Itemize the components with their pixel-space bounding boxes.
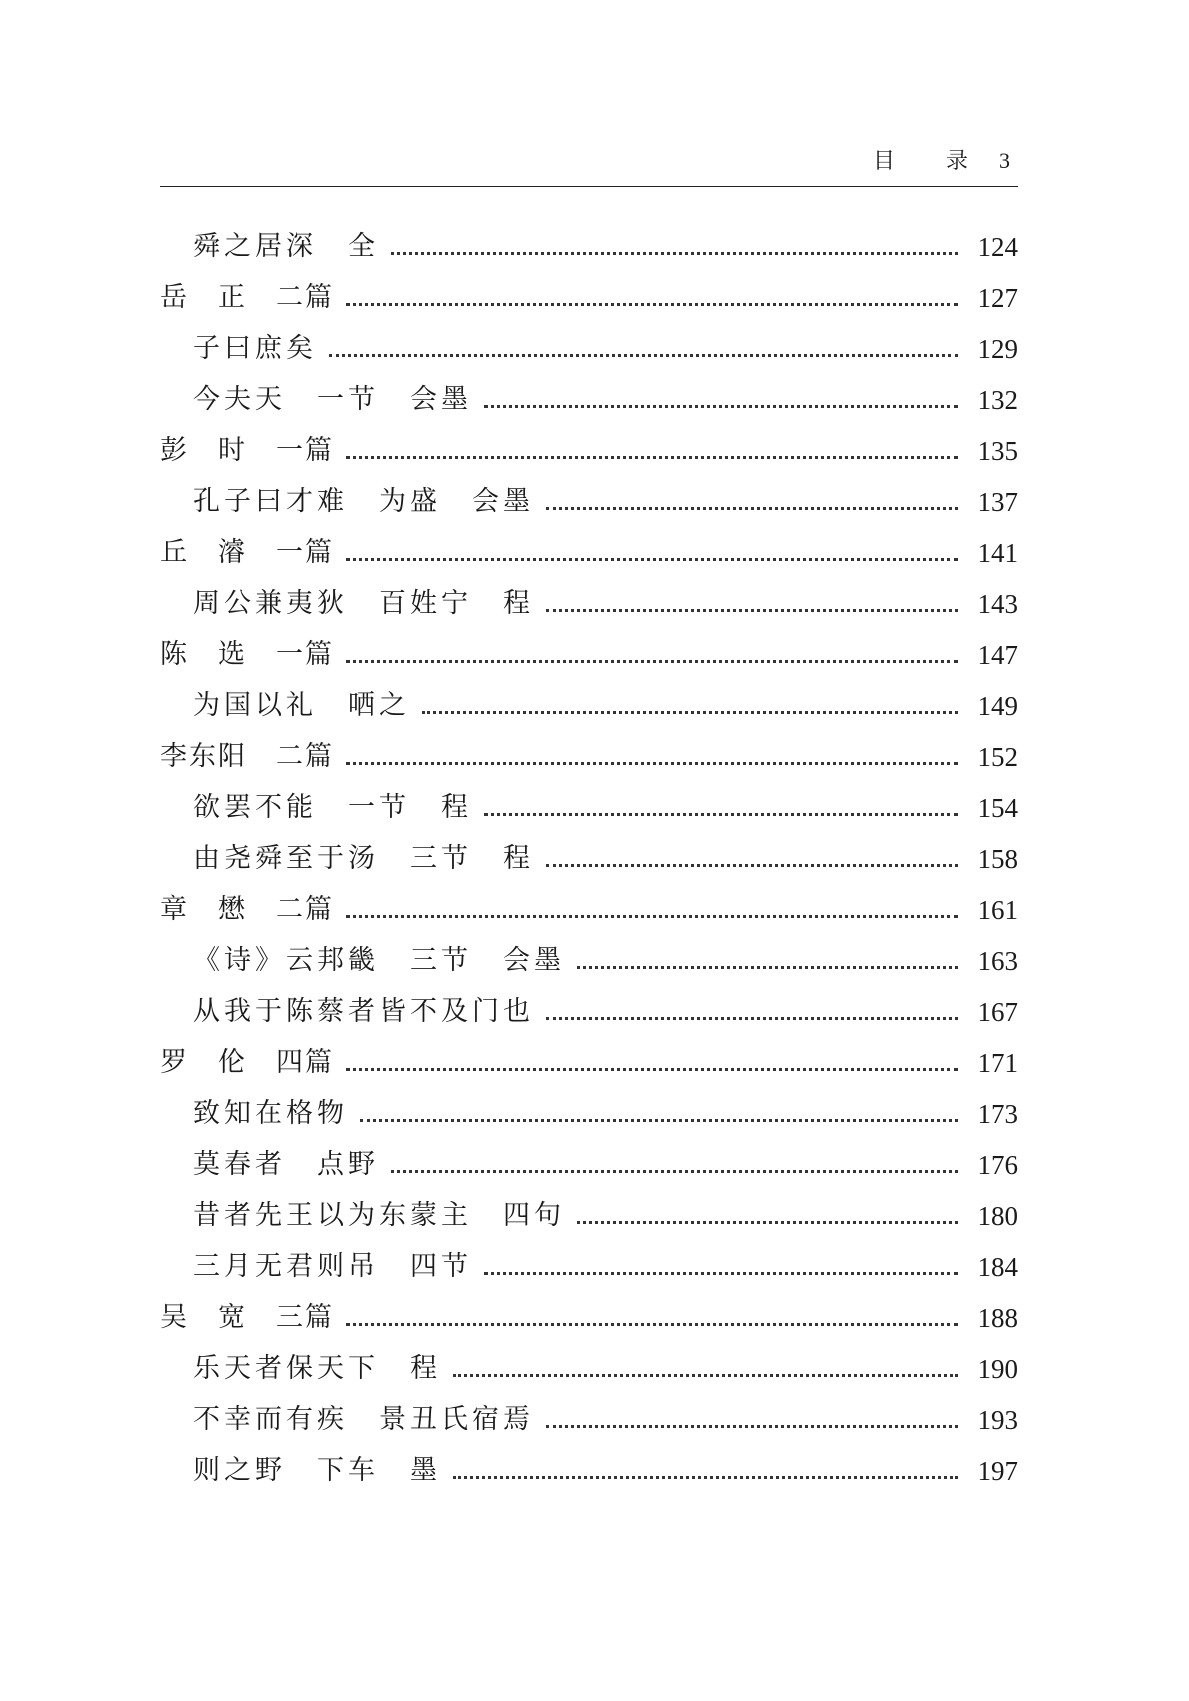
toc-entry-piece[interactable] — [160, 569, 1018, 620]
dot-leader — [346, 762, 958, 765]
toc-entry-author[interactable] — [160, 620, 1018, 671]
toc-entry-author[interactable] — [160, 1283, 1018, 1334]
dot-leader — [346, 1323, 958, 1326]
toc-entry-author[interactable] — [160, 875, 1018, 926]
toc-entry-label: 陈 选 一篇 — [160, 639, 334, 670]
toc-entry-piece[interactable] — [160, 773, 1018, 824]
dot-leader — [546, 609, 958, 612]
dot-leader — [546, 507, 958, 510]
toc-entry-piece[interactable] — [160, 1436, 1018, 1487]
toc-entry-label: 罗 伦 四篇 — [160, 1047, 334, 1078]
toc-entry-page: 127 — [977, 283, 1018, 313]
toc-entry-piece[interactable] — [160, 671, 1018, 722]
toc-entry-label: 彭 时 一篇 — [160, 435, 334, 466]
toc-entry-piece[interactable] — [160, 1130, 1018, 1181]
dot-leader — [391, 1170, 958, 1173]
toc-entry-piece[interactable] — [160, 824, 1018, 875]
toc-entry-page: 193 — [977, 1405, 1018, 1435]
toc-entry-page: 137 — [977, 487, 1018, 517]
toc-entry-author[interactable] — [160, 416, 1018, 467]
toc-entry-page: 149 — [977, 691, 1018, 721]
toc-entry-label: 岳 正 二篇 — [160, 282, 334, 313]
toc-entry-page: 152 — [977, 742, 1018, 772]
dot-leader — [484, 405, 958, 408]
dot-leader — [453, 1476, 958, 1479]
toc-entry-page: 132 — [977, 385, 1018, 415]
toc-entry-label: 昔者先王以为东蒙主 四句 — [193, 1200, 565, 1231]
toc-entry-piece[interactable] — [160, 1385, 1018, 1436]
toc-entry-label: 子曰庶矣 — [193, 333, 317, 364]
dot-leader — [346, 558, 958, 561]
toc-entry-page: 158 — [977, 844, 1018, 874]
toc-entry-label: 不幸而有疾 景丑氏宿焉 — [193, 1404, 534, 1435]
toc-entry-page: 171 — [977, 1048, 1018, 1078]
toc-entry-page: 154 — [977, 793, 1018, 823]
toc-entry-label: 舜之居深 全 — [193, 231, 379, 262]
toc-entry-page: 124 — [977, 232, 1018, 262]
toc-entry-piece[interactable] — [160, 1232, 1018, 1283]
toc-entry-label: 从我于陈蔡者皆不及门也 — [193, 996, 534, 1027]
toc-entry-label: 莫春者 点野 — [193, 1149, 379, 1180]
running-header-title: 目 录 — [873, 149, 990, 174]
toc-entry-author[interactable] — [160, 722, 1018, 773]
toc-entry-label: 章 懋 二篇 — [160, 894, 334, 925]
dot-leader — [577, 966, 958, 969]
toc-entry-page: 143 — [977, 589, 1018, 619]
dot-leader — [346, 1068, 958, 1071]
toc-entry-label: 则之野 下车 墨 — [193, 1455, 441, 1486]
toc-entry-page: 141 — [977, 538, 1018, 568]
dot-leader — [484, 813, 958, 816]
toc-entry-piece[interactable] — [160, 314, 1018, 365]
toc-entry-author[interactable] — [160, 518, 1018, 569]
toc-entry-label: 乐天者保天下 程 — [193, 1353, 441, 1384]
toc-entry-page: 197 — [977, 1456, 1018, 1486]
toc-entry-page: 180 — [977, 1201, 1018, 1231]
toc-entry-page: 147 — [977, 640, 1018, 670]
toc-entry-label: 吴 宽 三篇 — [160, 1302, 334, 1333]
dot-leader — [346, 915, 958, 918]
dot-leader — [546, 1425, 958, 1428]
toc-entry-piece[interactable] — [160, 1181, 1018, 1232]
toc-entry-piece[interactable] — [160, 926, 1018, 977]
toc-entry-label: 孔子曰才难 为盛 会墨 — [193, 486, 534, 517]
page-number: 3 — [999, 148, 1012, 173]
dot-leader — [453, 1374, 958, 1377]
dot-leader — [546, 864, 958, 867]
toc-entry-page: 173 — [977, 1099, 1018, 1129]
toc-entry-label: 由尧舜至于汤 三节 程 — [193, 843, 534, 874]
toc-entry-page: 176 — [977, 1150, 1018, 1180]
dot-leader — [422, 711, 958, 714]
dot-leader — [577, 1221, 958, 1224]
table-of-contents — [160, 212, 1018, 1487]
toc-entry-author[interactable] — [160, 1028, 1018, 1079]
toc-entry-piece[interactable] — [160, 467, 1018, 518]
toc-entry-label: 今夫天 一节 会墨 — [193, 384, 472, 415]
toc-entry-label: 周公兼夷狄 百姓宁 程 — [193, 588, 534, 619]
toc-entry-label: 欲罢不能 一节 程 — [193, 792, 472, 823]
toc-entry-page: 167 — [977, 997, 1018, 1027]
dot-leader — [346, 660, 958, 663]
running-header — [160, 144, 1012, 178]
toc-entry-label: 致知在格物 — [193, 1098, 348, 1129]
toc-entry-page: 190 — [977, 1354, 1018, 1384]
dot-leader — [346, 456, 958, 459]
header-rule — [160, 186, 1018, 187]
toc-entry-piece[interactable] — [160, 977, 1018, 1028]
dot-leader — [329, 354, 958, 357]
dot-leader — [484, 1272, 958, 1275]
toc-entry-author[interactable] — [160, 263, 1018, 314]
toc-entry-piece[interactable] — [160, 1079, 1018, 1130]
dot-leader — [391, 252, 958, 255]
toc-entry-label: 《诗》云邦畿 三节 会墨 — [193, 945, 565, 976]
toc-entry-page: 129 — [977, 334, 1018, 364]
toc-entry-label: 为国以礼 哂之 — [193, 690, 410, 721]
toc-entry-label: 李东阳 二篇 — [160, 741, 334, 772]
toc-entry-page: 163 — [977, 946, 1018, 976]
dot-leader — [360, 1119, 958, 1122]
toc-entry-piece[interactable] — [160, 212, 1018, 263]
toc-entry-piece[interactable] — [160, 1334, 1018, 1385]
toc-entry-piece[interactable] — [160, 365, 1018, 416]
toc-entry-page: 135 — [977, 436, 1018, 466]
dot-leader — [346, 303, 958, 306]
toc-entry-label: 丘 濬 一篇 — [160, 537, 334, 568]
toc-entry-page: 161 — [977, 895, 1018, 925]
toc-entry-page: 188 — [977, 1303, 1018, 1333]
dot-leader — [546, 1017, 958, 1020]
toc-entry-page: 184 — [977, 1252, 1018, 1282]
toc-entry-label: 三月无君则吊 四节 — [193, 1251, 472, 1282]
